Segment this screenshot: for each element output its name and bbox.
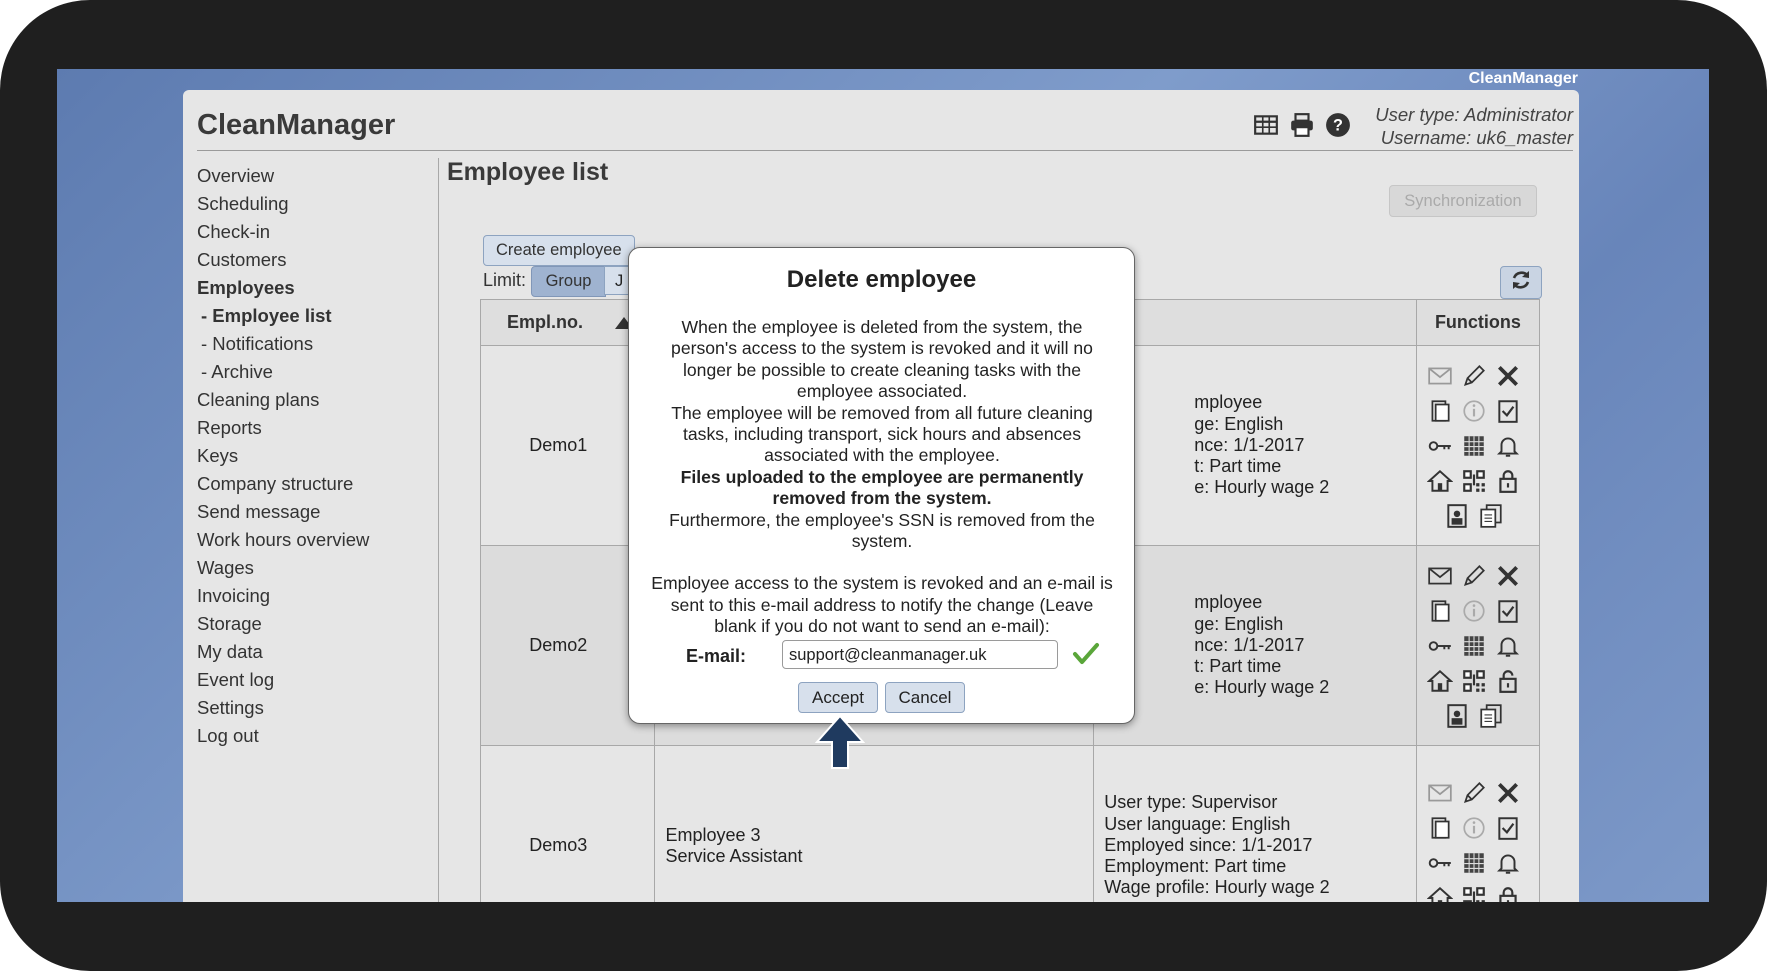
user-info bbox=[1375, 103, 1573, 149]
emplno-cell[interactable]: Demo1 bbox=[481, 346, 655, 546]
name-cell bbox=[655, 746, 1094, 903]
home-icon[interactable] bbox=[1427, 668, 1453, 694]
key-icon[interactable] bbox=[1427, 633, 1453, 659]
app-brand: CleanManager bbox=[197, 109, 396, 141]
edit-icon[interactable] bbox=[1461, 363, 1487, 389]
mail-icon[interactable] bbox=[1427, 780, 1453, 806]
sidebar-item-reports[interactable]: Reports bbox=[197, 417, 262, 438]
info-cell bbox=[1094, 546, 1417, 746]
sidebar-item-scheduling[interactable]: Scheduling bbox=[197, 193, 289, 214]
calendar-icon[interactable] bbox=[1461, 433, 1487, 459]
pointer-arrow-icon bbox=[815, 714, 865, 775]
refresh-button[interactable] bbox=[1500, 266, 1542, 299]
lock-icon[interactable] bbox=[1495, 468, 1521, 494]
bell-icon[interactable] bbox=[1495, 850, 1521, 876]
desktop-title: CleanManager bbox=[1468, 70, 1578, 87]
mail-icon[interactable] bbox=[1427, 363, 1453, 389]
dialog-message bbox=[651, 317, 1113, 638]
table-row bbox=[481, 746, 1540, 903]
sidebar-item-settings[interactable]: Settings bbox=[197, 697, 264, 718]
accept-button[interactable]: Accept bbox=[798, 682, 878, 713]
bell-icon[interactable] bbox=[1495, 433, 1521, 459]
info-line: ge: English bbox=[1194, 613, 1284, 634]
sidebar-item-overview[interactable]: Overview bbox=[197, 165, 275, 186]
home-icon[interactable] bbox=[1427, 885, 1453, 902]
functions-cell bbox=[1416, 546, 1539, 746]
employee-role: Service Assistant bbox=[665, 845, 803, 866]
info-line: Employed since: 1/1-2017 bbox=[1104, 834, 1313, 855]
sidebar-item-notifications[interactable]: - Notifications bbox=[201, 333, 314, 354]
info-line: nce: 1/1-2017 bbox=[1194, 634, 1305, 655]
info-line: t: Part time bbox=[1194, 456, 1282, 477]
sidebar bbox=[197, 162, 435, 750]
files-icon[interactable] bbox=[1478, 503, 1504, 529]
synchronization-button[interactable]: Synchronization bbox=[1389, 185, 1537, 217]
email-input[interactable]: support@cleanmanager.uk bbox=[782, 640, 1058, 669]
desktop bbox=[57, 69, 1709, 902]
col-emplno-label: Empl.no. bbox=[507, 312, 583, 332]
key-icon[interactable] bbox=[1427, 433, 1453, 459]
qr-code-icon[interactable] bbox=[1461, 668, 1487, 694]
info-cell bbox=[1094, 346, 1417, 546]
profile-card-icon[interactable] bbox=[1444, 703, 1470, 729]
sidebar-item-cleaning-plans[interactable]: Cleaning plans bbox=[197, 389, 320, 410]
sidebar-item-keys[interactable]: Keys bbox=[197, 445, 239, 466]
info-line: mployee bbox=[1194, 392, 1263, 413]
key-icon[interactable] bbox=[1427, 850, 1453, 876]
lock-icon[interactable] bbox=[1495, 885, 1521, 902]
info-line: Wage profile: Hourly wage 2 bbox=[1104, 877, 1330, 898]
home-icon[interactable] bbox=[1427, 468, 1453, 494]
checklist-icon[interactable] bbox=[1495, 815, 1521, 841]
mail-icon[interactable] bbox=[1427, 563, 1453, 589]
info-line: t: Part time bbox=[1194, 656, 1282, 677]
delete-icon[interactable] bbox=[1495, 780, 1521, 806]
calendar-icon[interactable] bbox=[1461, 850, 1487, 876]
dialog-paragraph: Furthermore, the employee's SSN is removed from the system. bbox=[669, 509, 1095, 552]
sidebar-item-send-message[interactable]: Send message bbox=[197, 501, 321, 522]
create-employee-button[interactable]: Create employee bbox=[483, 235, 635, 266]
sidebar-item-event-log[interactable]: Event log bbox=[197, 669, 275, 690]
dialog-warning: Files uploaded to the employee are permanently removed from the system. bbox=[680, 466, 1084, 509]
unlock-icon[interactable] bbox=[1495, 668, 1521, 694]
info-line: Employment: Part time bbox=[1104, 856, 1287, 877]
functions-cell bbox=[1416, 746, 1539, 903]
sidebar-item-log-out[interactable]: Log out bbox=[197, 725, 259, 746]
info-line: e: Hourly wage 2 bbox=[1194, 677, 1330, 698]
emplno-cell[interactable]: Demo2 bbox=[481, 546, 655, 746]
edit-icon[interactable] bbox=[1461, 563, 1487, 589]
info-line: nce: 1/1-2017 bbox=[1194, 434, 1305, 455]
qr-code-icon[interactable] bbox=[1461, 468, 1487, 494]
functions-cell bbox=[1416, 346, 1539, 546]
dialog-email-note: Employee access to the system is revoked and an e-mail is sent to this e-mail address to notify the change (Leave blank if you do not want to send an e-mail): bbox=[651, 573, 1113, 637]
info-icon[interactable] bbox=[1461, 598, 1487, 624]
sidebar-item-employees[interactable]: Employees bbox=[197, 277, 295, 298]
sidebar-item-customers[interactable]: Customers bbox=[197, 249, 287, 270]
info-line: ge: English bbox=[1194, 413, 1284, 434]
sidebar-item-invoicing[interactable]: Invoicing bbox=[197, 585, 271, 606]
limit-group-button[interactable]: Group bbox=[531, 266, 606, 297]
col-functions: Functions bbox=[1416, 300, 1539, 346]
user-type: User type: Administrator bbox=[1375, 104, 1573, 125]
svg-text:?: ? bbox=[1333, 116, 1343, 135]
dialog-title: Delete employee bbox=[786, 266, 977, 293]
delete-icon[interactable] bbox=[1495, 363, 1521, 389]
sidebar-item-archive[interactable]: - Archive bbox=[201, 361, 273, 382]
sidebar-item-employee-list[interactable]: - Employee list bbox=[201, 305, 332, 326]
sidebar-item-company-structure[interactable]: Company structure bbox=[197, 473, 354, 494]
valid-check-icon bbox=[1072, 642, 1100, 671]
emplno-cell[interactable]: Demo3 bbox=[481, 746, 655, 903]
info-line: e: Hourly wage 2 bbox=[1194, 477, 1330, 498]
info-icon[interactable] bbox=[1461, 815, 1487, 841]
cancel-button[interactable]: Cancel bbox=[885, 682, 965, 713]
sidebar-item-storage[interactable]: Storage bbox=[197, 613, 262, 634]
sidebar-item-work-hours-overview[interactable]: Work hours overview bbox=[197, 529, 370, 550]
col-info bbox=[1094, 300, 1417, 346]
profile-card-icon[interactable] bbox=[1444, 503, 1470, 529]
delete-icon[interactable] bbox=[1495, 563, 1521, 589]
help-icon[interactable] bbox=[1325, 112, 1351, 143]
page-title: Employee list bbox=[447, 158, 609, 186]
limit-label: Limit: bbox=[483, 270, 527, 290]
document-icon[interactable] bbox=[1427, 598, 1453, 624]
dialog-paragraph: When the employee is deleted from the system, the person's access to the system is revoked and it will no longer be possible to create cleaning tasks with the employee associated. bbox=[671, 317, 1093, 402]
bell-icon[interactable] bbox=[1495, 633, 1521, 659]
calendar-icon[interactable] bbox=[1461, 633, 1487, 659]
files-icon[interactable] bbox=[1478, 703, 1504, 729]
edit-icon[interactable] bbox=[1461, 780, 1487, 806]
employee-name: Employee 3 bbox=[665, 824, 761, 845]
document-icon[interactable] bbox=[1427, 815, 1453, 841]
username: Username: uk6_master bbox=[1380, 127, 1573, 148]
email-label: E-mail: bbox=[686, 646, 747, 666]
info-icon[interactable] bbox=[1461, 398, 1487, 424]
sidebar-item-wages[interactable]: Wages bbox=[197, 557, 254, 578]
refresh-icon bbox=[1509, 268, 1533, 297]
sidebar-divider bbox=[438, 158, 439, 902]
document-icon[interactable] bbox=[1427, 398, 1453, 424]
sidebar-item-check-in[interactable]: Check-in bbox=[197, 221, 270, 242]
delete-employee-dialog bbox=[628, 247, 1135, 724]
app-header bbox=[197, 90, 1573, 151]
info-line: mployee bbox=[1194, 592, 1263, 613]
checklist-icon[interactable] bbox=[1495, 398, 1521, 424]
info-cell bbox=[1094, 746, 1417, 903]
qr-code-icon[interactable] bbox=[1461, 885, 1487, 902]
info-line: User type: Supervisor bbox=[1104, 792, 1278, 813]
info-line: User language: English bbox=[1104, 813, 1291, 834]
sidebar-item-my-data[interactable]: My data bbox=[197, 641, 263, 662]
dialog-paragraph: The employee will be removed from all future cleaning tasks, including transport, sick hours and absences associated with the employee. bbox=[671, 402, 1093, 466]
header-icons bbox=[1253, 112, 1351, 143]
checklist-icon[interactable] bbox=[1495, 598, 1521, 624]
limit-j-button[interactable]: J bbox=[604, 266, 644, 295]
table-icon[interactable] bbox=[1253, 112, 1279, 143]
print-icon[interactable] bbox=[1289, 112, 1315, 143]
